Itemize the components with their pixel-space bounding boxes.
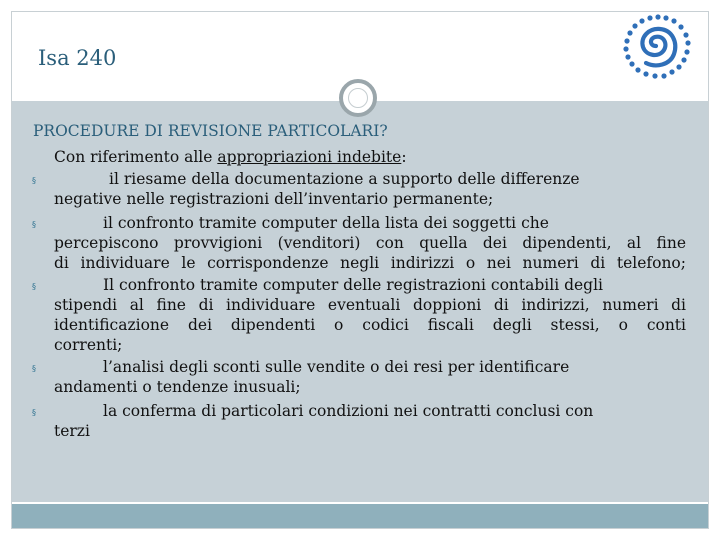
bullet-marker: § bbox=[32, 220, 36, 229]
intro-line bbox=[54, 147, 407, 167]
list-item-line: correnti; bbox=[54, 336, 123, 354]
list-item-line: terzi bbox=[54, 422, 90, 440]
intro-underlined: appropriazioni indebite bbox=[217, 148, 402, 166]
ring-inner-circle bbox=[348, 88, 368, 108]
bullet-marker: § bbox=[32, 408, 36, 417]
list-item-line: la conferma di particolari condizioni nei contratti conclusi con bbox=[103, 402, 594, 420]
slide-title: Isa 240 bbox=[38, 46, 117, 70]
intro-prefix: Con riferimento alle bbox=[54, 148, 218, 166]
slide-heading: PROCEDURE DI REVISIONE PARTICOLARI? bbox=[33, 122, 388, 140]
slide-footer-bar bbox=[12, 504, 708, 528]
bullet-marker: § bbox=[32, 282, 36, 291]
list-item-line: Il confronto tramite computer delle registrazioni contabili degli bbox=[103, 276, 604, 294]
list-item-line: identificazione dei dipendenti o codici fiscali degli stessi, o conti bbox=[54, 316, 686, 334]
list-item-line: il confronto tramite computer della lista dei soggetti che bbox=[103, 214, 549, 232]
list-item-line: stipendi al fine di individuare eventuali doppioni di indirizzi, numeri di bbox=[54, 296, 686, 314]
ring-ornament-icon bbox=[339, 79, 377, 117]
bullet-marker: § bbox=[32, 364, 36, 373]
list-item-line: negative nelle registrazioni dell’inventario permanente; bbox=[54, 190, 494, 208]
list-item-line: percepiscono provvigioni (venditori) con quella dei dipendenti, al fine bbox=[54, 234, 686, 252]
intro-suffix: : bbox=[401, 148, 407, 166]
list-item-line: di individuare le corrispondenze negli indirizzi o nei numeri di telefono; bbox=[54, 254, 686, 272]
bullet-marker: § bbox=[32, 176, 36, 185]
spiral-logo-icon bbox=[606, 12, 702, 84]
header-divider-left bbox=[12, 98, 340, 100]
list-item-line: andamenti o tendenze inusuali; bbox=[54, 378, 301, 396]
list-item-line: l’analisi degli sconti sulle vendite o dei resi per identificare bbox=[103, 358, 570, 376]
list-item-line: il riesame della documentazione a supporto delle differenze bbox=[109, 170, 580, 188]
